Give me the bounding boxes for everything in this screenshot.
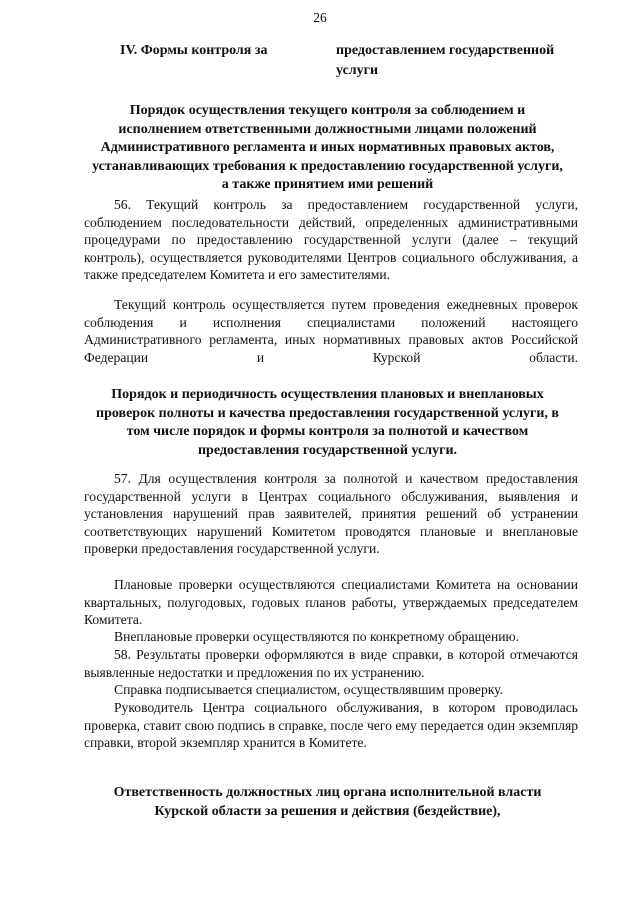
- heading-inspections: Порядок и периодичность осуществления плановых и внеплановых проверок полноты и качества предоставления государственной услуги, в том числе порядок и формы контроля за полнотой и качеством предоставления государственной услуги.: [96, 387, 559, 458]
- paragraph-planned-inspections: Плановые проверки осуществляются специалистами Комитета на основании квартальных, полугодовых, годовых планов работы, утверждаемых председателем Комитета.: [84, 577, 578, 627]
- heading-current-control: Порядок осуществления текущего контроля за соблюдением и исполнением ответственными должностными лицами положений Административного регламента и иных нормативных правовых актов, устанавливающих требования к предоставлению государственной услуги, а также принятием ими решений: [92, 103, 563, 192]
- section-title-part2: предоставлением государственной: [336, 43, 555, 58]
- paragraph-58: 58. Результаты проверки оформляются в виде справки, в которой отмечаются выявленные недостатки и предложения по их устранению.: [84, 647, 578, 680]
- paragraph-report-distribution: Руководитель Центра социального обслуживания, в котором проводилась проверка, ставит свою подпись в справке, после чего ему передается один экземпляр справки, второй экземпляр хранится в Комитете.: [84, 700, 578, 750]
- paragraph-report-signing: Справка подписывается специалистом, осуществлявшим проверку.: [114, 682, 503, 697]
- paragraph-current-control-method: Текущий контроль осуществляется путем проведения ежедневных проверок соблюдения и исполнения специалистами положений настоящего Административного регламента, иных нормативных правовых актов Российской Федерации и Курской области.: [84, 297, 578, 365]
- paragraph-57: 57. Для осуществления контроля за полнотой и качеством предоставления государственной услуги в Центрах социального обслуживания, выявления и установления нарушений прав заявителей, принятия решений об устранении соответствующих нарушений Комитетом проводятся плановые и внеплановые проверки предоставления государственной услуги.: [84, 471, 578, 556]
- heading-responsibility: Ответственность должностных лиц органа исполнительной власти Курской области за решения и действия (бездействие),: [113, 785, 542, 819]
- paragraph-unplanned-inspections: Внеплановые проверки осуществляются по конкретному обращению.: [114, 629, 520, 644]
- page-number: 26: [313, 10, 327, 25]
- section-title-part1: IV. Формы контроля за: [120, 43, 268, 58]
- paragraph-56: 56. Текущий контроль за предоставлением государственной услуги, соблюдением последовательности действий, определенных административными процедурами по предоставлению государственной услуги (далее – текущий контроль), осуществляется руководителями Центров социального обслуживания, а также председателем Комитета и его заместителями.: [84, 197, 578, 282]
- section-title-part3: услуги: [336, 63, 379, 78]
